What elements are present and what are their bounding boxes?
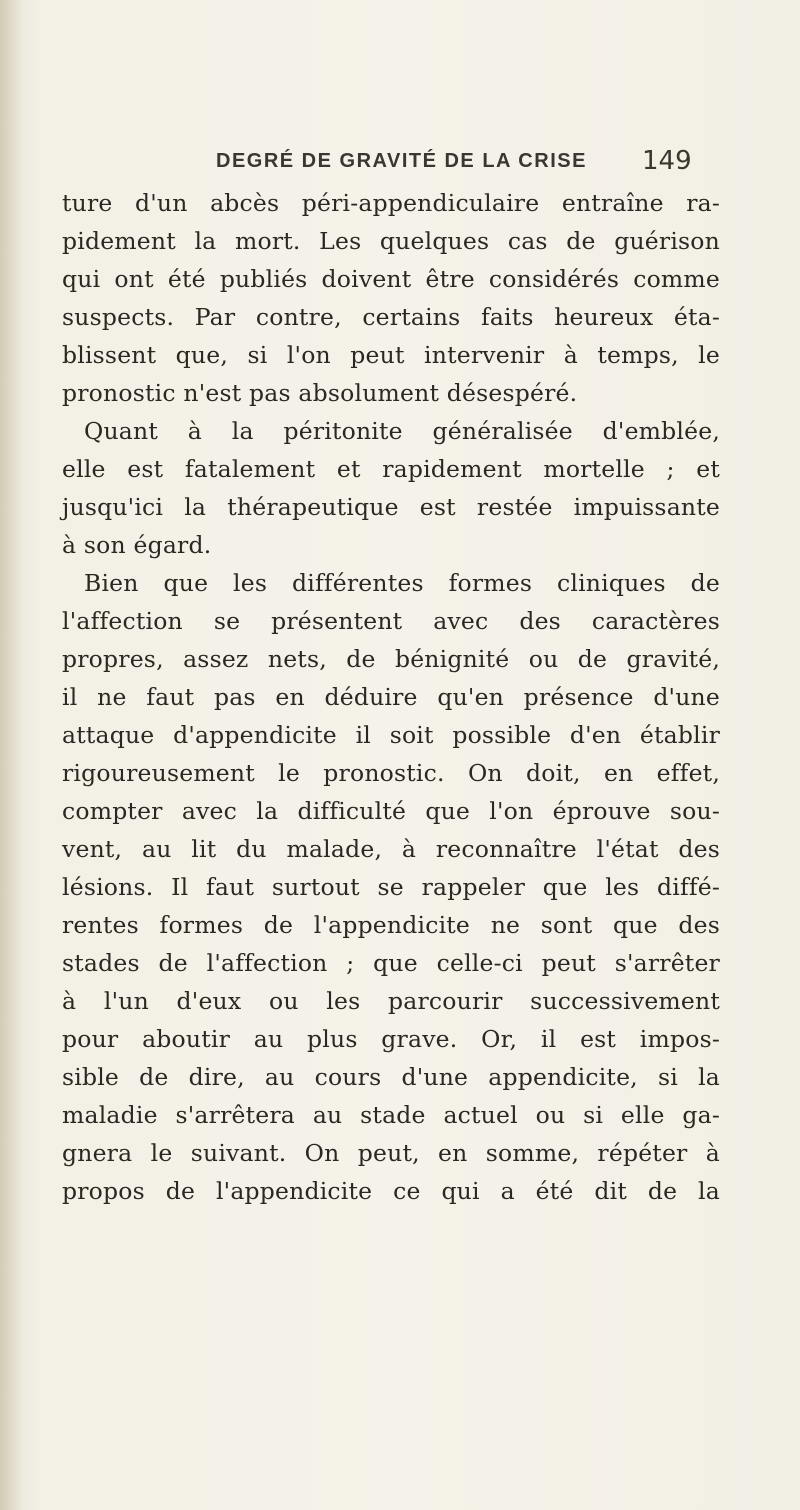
page-number: 149	[642, 146, 692, 176]
text-line: propos de l'appendicite ce qui a été dit de la	[62, 1177, 720, 1205]
text-line: suspects. Par contre, certains faits heureux éta-	[62, 303, 720, 331]
running-head	[216, 146, 716, 180]
text-line: attaque d'appendicite il soit possible d'en établir	[62, 721, 720, 749]
text-line: qui ont été publiés doivent être considérés comme	[62, 265, 720, 293]
text-line: jusqu'ici la thérapeutique est restée impuissante	[62, 493, 720, 521]
text-line: ture d'un abcès péri-appendiculaire entraîne ra-	[62, 189, 720, 217]
text-line: pronostic n'est pas absolument désespéré.	[62, 379, 578, 407]
text-line: l'affection se présentent avec des caractères	[62, 607, 720, 635]
text-line: pour aboutir au plus grave. Or, il est impos-	[62, 1025, 720, 1053]
text-line: propres, assez nets, de bénignité ou de gravité,	[62, 645, 720, 673]
text-line: compter avec la difficulté que l'on éprouve sou-	[62, 797, 720, 825]
text-line: stades de l'affection ; que celle-ci peut s'arrêter	[62, 949, 720, 977]
text-line: Quant à la péritonite généralisée d'emblée,	[84, 417, 720, 445]
text-line: il ne faut pas en déduire qu'en présence d'une	[62, 683, 720, 711]
text-line: à son égard.	[62, 531, 212, 559]
text-line: vent, au lit du malade, à reconnaître l'état des	[62, 835, 720, 863]
text-line: sible de dire, au cours d'une appendicite, si la	[62, 1063, 720, 1091]
running-title: DEGRÉ DE GRAVITÉ DE LA CRISE	[216, 150, 587, 172]
text-line: pidement la mort. Les quelques cas de guérison	[62, 227, 720, 255]
text-line: Bien que les différentes formes cliniques de	[84, 569, 720, 597]
text-line: lésions. Il faut surtout se rappeler que les diffé-	[62, 873, 720, 901]
text-line: rentes formes de l'appendicite ne sont que des	[62, 911, 720, 939]
text-line: gnera le suivant. On peut, en somme, répéter à	[62, 1139, 720, 1167]
text-line: rigoureusement le pronostic. On doit, en effet,	[62, 759, 720, 787]
body-text	[62, 184, 720, 1210]
text-line: à l'un d'eux ou les parcourir successivement	[62, 987, 720, 1015]
text-line: maladie s'arrêtera au stade actuel ou si elle ga-	[62, 1101, 720, 1129]
spine-shadow	[0, 0, 22, 1510]
text-line: blissent que, si l'on peut intervenir à temps, le	[62, 341, 720, 369]
text-line: elle est fatalement et rapidement mortelle ; et	[62, 455, 720, 483]
